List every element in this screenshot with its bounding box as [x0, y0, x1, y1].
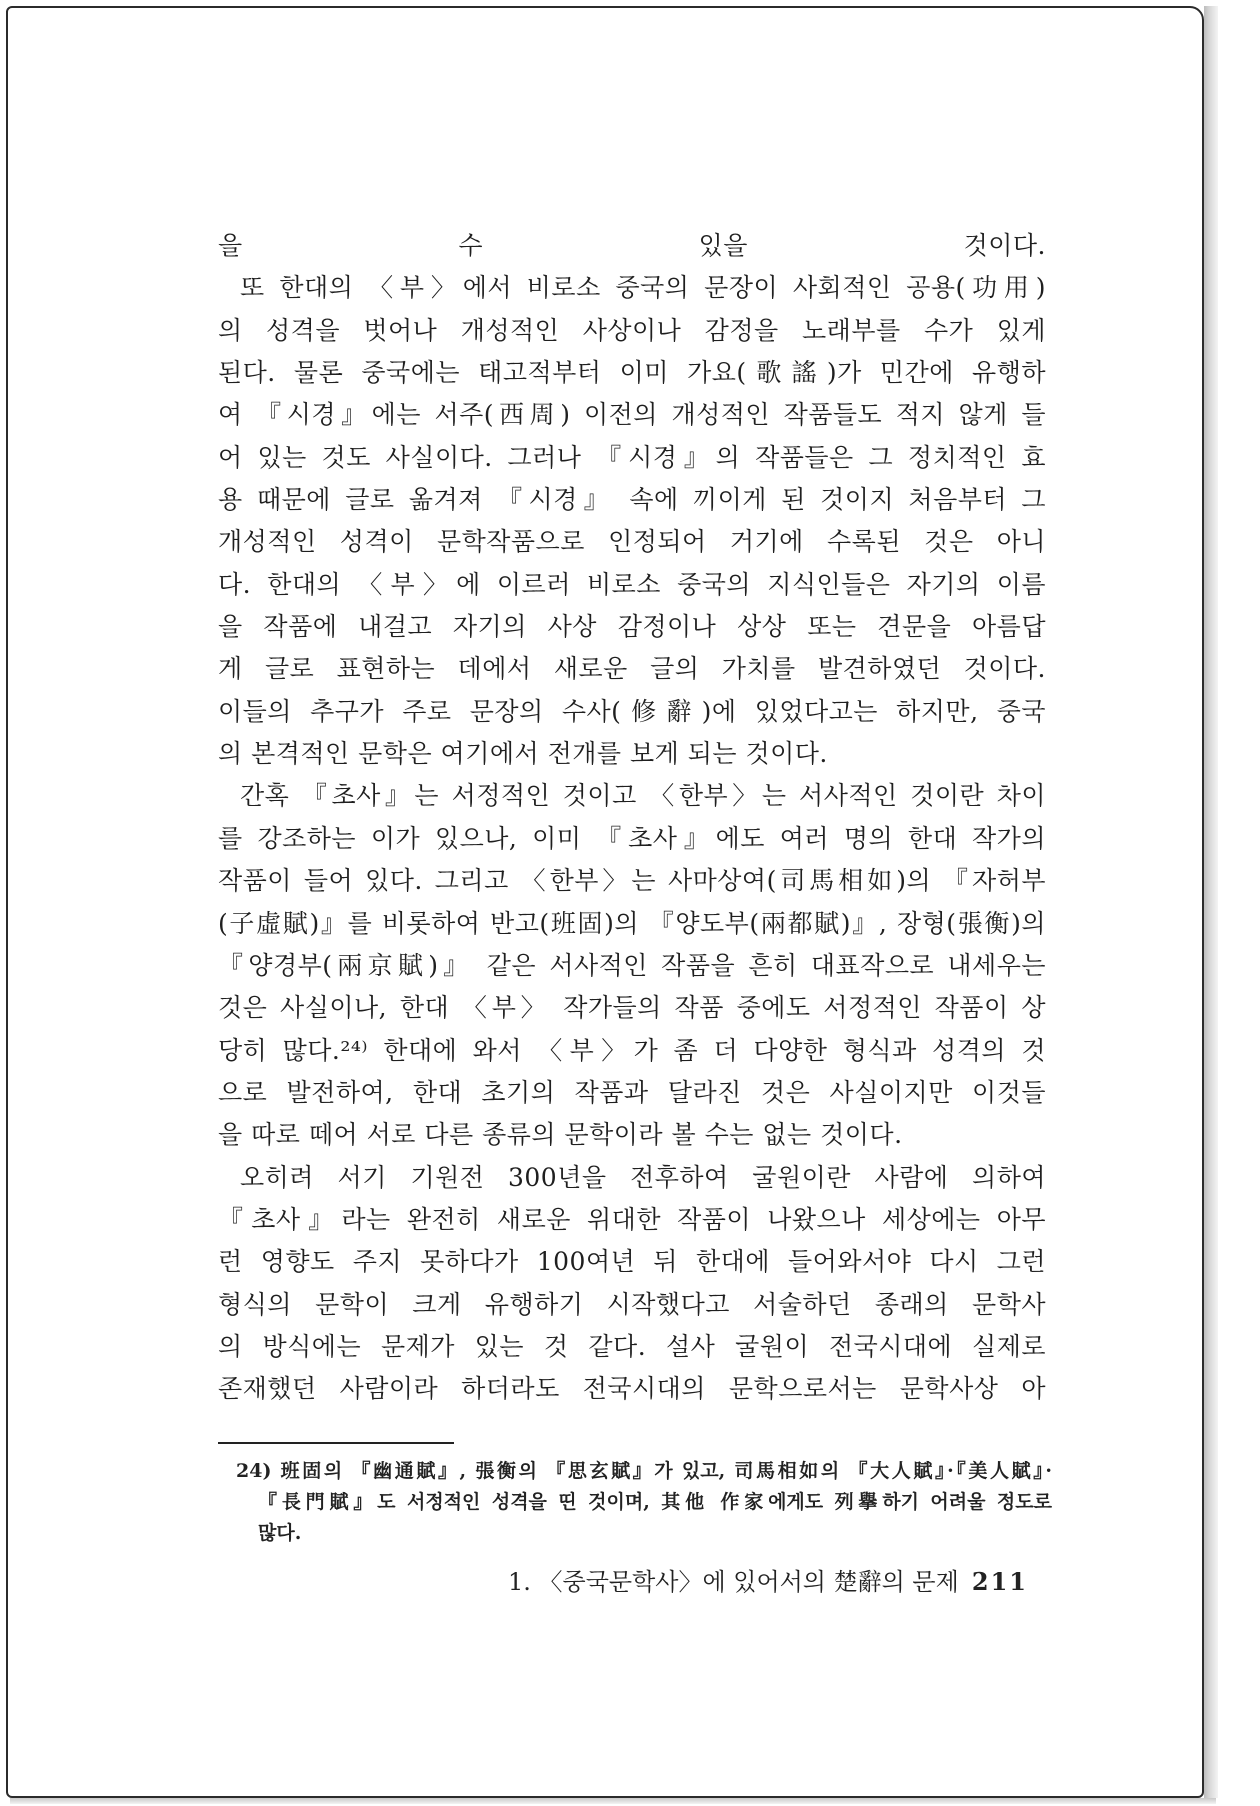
body-line: (子虛賦)』를 비롯하여 반고(班固)의 『양도부(兩都賦)』, 장형(張衡)의: [218, 908, 1046, 938]
page-bottom-shadow: [10, 1798, 1216, 1804]
body-line: 을 수 있을 것이다.: [218, 231, 1046, 260]
body-line: 작품이 들어 있다. 그리고 〈한부〉는 사마상여(司馬相如)의 『자허부: [218, 866, 1046, 896]
body-text: [218, 225, 1046, 1411]
body-line: 의 본격적인 문학은 여기에서 전개를 보게 되는 것이다.: [218, 739, 828, 769]
page-number: 211: [971, 1567, 1028, 1596]
body-line: 으로 발전하여, 한대 초기의 작품과 달라진 것은 사실이지만 이것들: [218, 1077, 1046, 1107]
body-line: 오히려 서기 기원전 300년을 전후하여 굴원이란 사람에 의하여: [240, 1162, 1046, 1192]
body-line: 게 글로 표현하는 데에서 새로운 글의 가치를 발견하였던 것이다.: [218, 654, 1046, 684]
body-line: 이들의 추구가 주로 문장의 수사(修辭)에 있었다고는 하지만, 중국: [218, 696, 1046, 726]
body-line: 된다. 물론 중국에는 태고적부터 이미 가요(歌謠)가 민간에 유행하: [218, 358, 1046, 388]
footnote-line: 24) 班固의 『幽通賦』, 張衡의 『思玄賦』가 있고, 司馬相如의 『大人賦』·『美人賦』·: [236, 1460, 1052, 1482]
body-line: 를 강조하는 이가 있으나, 이미 『초사』에도 여러 명의 한대 작가의: [218, 823, 1046, 853]
body-line: 것은 사실이나, 한대 〈부〉 작가들의 작품 중에도 서정적인 작품이 상: [218, 993, 1046, 1023]
body-line: 의 방식에는 문제가 있는 것 같다. 설사 굴원이 전국시대에 실제로: [218, 1331, 1046, 1361]
section-title: 1. 〈중국문학사〉에 있어서의 楚辭의 문제: [508, 1568, 959, 1596]
footnote-line: 『長門賦』도 서정적인 성격을 띤 것이며, 其他 作家에게도 列擧하기 어려울 정도로: [258, 1491, 1052, 1513]
body-line: 또 한대의 〈부〉에서 비로소 중국의 문장이 사회적인 공용(功用): [240, 273, 1046, 303]
body-line: 런 영향도 주지 못하다가 100여년 뒤 한대에 들어와서야 다시 그런: [218, 1247, 1046, 1277]
body-line: 의 성격을 벗어나 개성적인 사상이나 감정을 노래부를 수가 있게: [218, 315, 1046, 345]
body-line: 간혹 『초사』는 서정적인 것이고 〈한부〉는 서사적인 것이란 차이: [240, 781, 1046, 811]
body-line: 형식의 문학이 크게 유행하기 시작했다고 서술하던 종래의 문학사: [218, 1289, 1046, 1319]
body-line: 당히 많다.²⁴⁾ 한대에 와서 〈부〉가 좀 더 다양한 형식과 성격의 것: [218, 1035, 1046, 1065]
body-line: 다. 한대의 〈부〉에 이르러 비로소 중국의 지식인들은 자기의 이름: [218, 569, 1046, 599]
page-edge-shadow: [1204, 6, 1218, 1798]
body-line: 『양경부(兩京賦)』 같은 서사적인 작품을 흔히 대표작으로 내세우는: [218, 950, 1046, 980]
body-line: 개성적인 성격이 문학작품으로 인정되어 거기에 수록된 것은 아니: [218, 527, 1046, 557]
running-footer: [508, 1562, 1028, 1602]
body-line: 존재했던 사람이라 하더라도 전국시대의 문학으로서는 문학사상 아: [218, 1374, 1046, 1404]
body-line: 여 『시경』에는 서주(西周) 이전의 개성적인 작품들도 적지 않게 들: [218, 400, 1046, 430]
body-line: 을 따로 떼어 서로 다른 종류의 문학이라 볼 수는 없는 것이다.: [218, 1120, 903, 1150]
footnote-divider: [218, 1442, 454, 1444]
body-line: 을 작품에 내걸고 자기의 사상 감정이나 상상 또는 견문을 아름답: [218, 612, 1046, 642]
footnote-line: 많다.: [258, 1522, 302, 1544]
footnote-block: [236, 1456, 1052, 1549]
body-line: 어 있는 것도 사실이다. 그러나 『시경』의 작품들은 그 정치적인 효: [218, 442, 1046, 472]
body-line: 『초사』라는 완전히 새로운 위대한 작품이 나왔으나 세상에는 아무: [218, 1204, 1046, 1234]
body-line: 용 때문에 글로 옮겨져 『시경』 속에 끼이게 된 것이지 처음부터 그: [218, 485, 1046, 515]
